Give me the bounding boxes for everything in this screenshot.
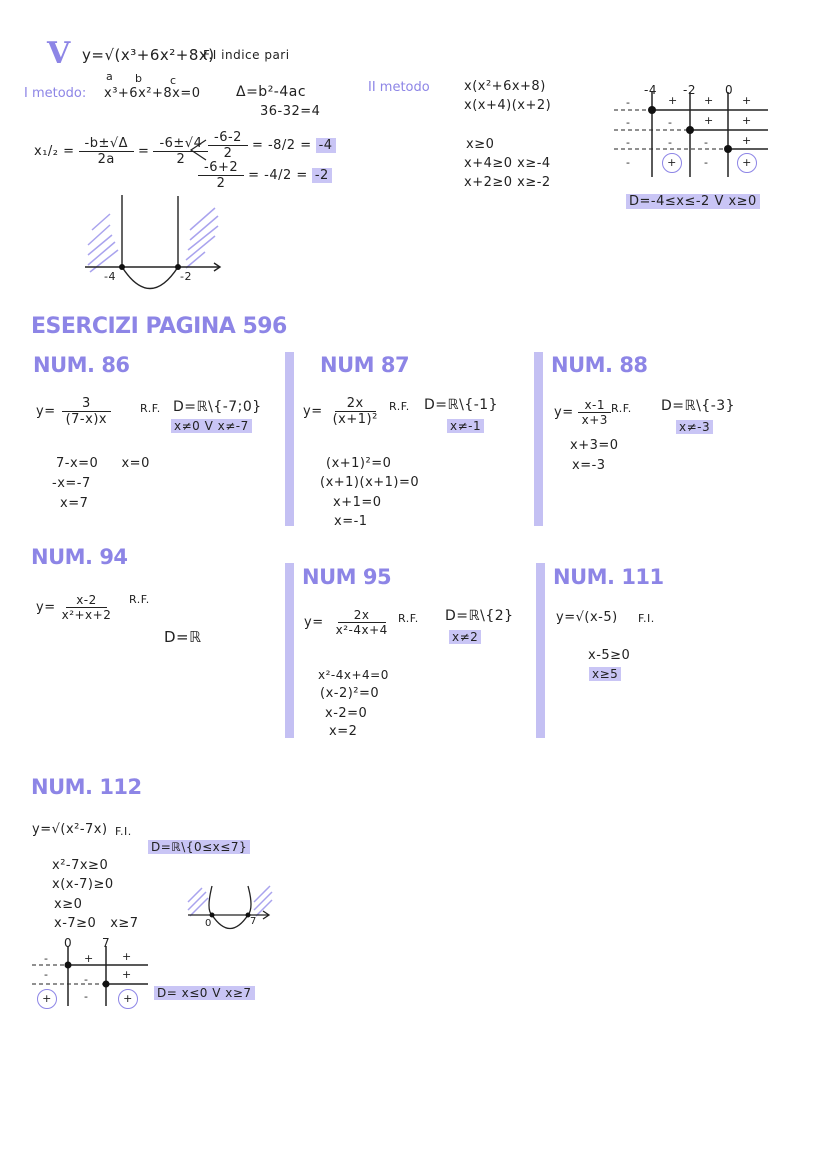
- sign-r2c4: +: [742, 114, 752, 127]
- method2-domain: D=-4≤x≤-2 V x≥0: [626, 194, 760, 209]
- exercise-95-step-1: x²-4x+4=0: [318, 668, 389, 682]
- method2-line-3: x≥0: [466, 137, 495, 152]
- exercise-88-condition: x≠-3: [676, 420, 713, 434]
- exercise-112-graph-label-0: 0: [205, 918, 212, 929]
- s112-r2c2: -: [84, 973, 89, 986]
- exercise-112-type: F.I.: [115, 825, 132, 838]
- method2-label: II metodo: [368, 80, 430, 95]
- exercise-88-function: y= $\frac{x-1}{x+3}$: [554, 398, 612, 427]
- method2-line-5: x+2≥0 x≥-2: [464, 175, 551, 190]
- exercise-86-title: NUM. 86: [33, 353, 130, 377]
- sign-r3c1: -: [626, 136, 631, 149]
- exercise-112-step-3: x≥0: [54, 897, 83, 912]
- exercise-112-parabola: [184, 880, 274, 935]
- sign-r4c3: -: [704, 156, 709, 169]
- exercise-112-domain-box: D=ℝ\{0≤x≤7}: [148, 840, 250, 854]
- method2-line-2: x(x+4)(x+2): [464, 98, 552, 113]
- section-title: ESERCIZI PAGINA 596: [31, 314, 287, 339]
- graph-label-neg4: -4: [104, 270, 116, 283]
- exercise-87-step-1: (x+1)²=0: [326, 456, 392, 471]
- exercise-95-step-3: x-2=0: [325, 706, 368, 721]
- function-expression: y=√(x³+6x²+8x): [82, 46, 215, 64]
- exercise-112-domain: D= x≤0 V x≥7: [154, 986, 255, 1000]
- exercise-112-step-2: x(x-7)≥0: [52, 877, 114, 892]
- exercise-112-title: NUM. 112: [31, 775, 142, 799]
- exercise-95-domain: D=ℝ\{2}: [445, 608, 514, 624]
- exercise-112-graph-label-7: 7: [250, 916, 257, 927]
- exercise-86-condition: x≠0 V x≠-7: [171, 419, 252, 433]
- method2-line-4: x+4≥0 x≥-4: [464, 156, 551, 171]
- exercise-95-condition: x≠2: [449, 630, 481, 644]
- sign-r4c4-circled: +: [737, 153, 757, 173]
- sign-r2c2: -: [668, 116, 673, 129]
- exercise-112-function: y=√(x²-7x): [32, 822, 108, 837]
- exercise-94-title: NUM. 94: [31, 545, 128, 569]
- exercise-112-point-7: 7: [102, 936, 111, 950]
- delta-value: 36-32=4: [260, 104, 321, 119]
- divider-bar: [534, 352, 543, 526]
- exercise-87-type: R.F.: [389, 400, 410, 413]
- exercise-88-step-2: x=-3: [572, 458, 606, 473]
- s112-r1c3: +: [122, 950, 132, 963]
- sign-point-neg2: -2: [683, 83, 696, 97]
- s112-r1c2: +: [84, 952, 94, 965]
- exercise-87-title: NUM 87: [320, 353, 410, 377]
- exercise-95-function: y= $\frac{2x}{\text{x²-4x+4}}$: [304, 608, 388, 637]
- exercise-112-step-4: x-7≥0 x≥7: [54, 916, 139, 931]
- sign-r2c1: -: [626, 116, 631, 129]
- sign-point-0: 0: [725, 83, 734, 97]
- sign-r1c1: -: [626, 96, 631, 109]
- coeff-b: b: [135, 72, 143, 85]
- root1: $\frac{-6-2}{2}$ = -8/2 = -4: [208, 130, 336, 161]
- method2-line-1: x(x²+6x+8): [464, 79, 546, 94]
- sign-r3c4: +: [742, 134, 752, 147]
- root2-value: -2: [312, 168, 332, 183]
- exercise-95-step-4: x=2: [329, 724, 358, 739]
- exercise-95-type: R.F.: [398, 612, 419, 625]
- exercise-88-step-1: x+3=0: [570, 438, 619, 453]
- exercise-86-function: y= $\frac{3}{(7-x)x}$: [36, 396, 111, 427]
- exercise-94-domain: D=ℝ: [164, 628, 202, 646]
- parabola-graph: [80, 190, 230, 295]
- substituted-fraction: $\frac{-6\pm√4}{2}$: [153, 136, 208, 167]
- exercise-111-step-1: x-5≥0: [588, 648, 631, 663]
- root2: $\frac{-6+2}{2}$ = -4/2 = -2: [198, 160, 332, 191]
- sign-r2c3: +: [704, 114, 714, 127]
- exercise-87-step-2: (x+1)(x+1)=0: [320, 475, 420, 490]
- sign-r1c3: +: [704, 94, 714, 107]
- exercise-94-type: R.F.: [129, 593, 150, 606]
- sign-r3c2: -: [668, 136, 673, 149]
- coeff-a: a: [106, 70, 114, 83]
- function-note: F.I indice pari: [203, 48, 290, 62]
- exercise-86-step-2: -x=-7: [52, 476, 91, 491]
- formula-fraction: $\frac{-b\pm√\Delta}{2a}$: [79, 136, 135, 167]
- sign-point-neg4: -4: [644, 83, 657, 97]
- exercise-111-type: F.I.: [638, 612, 655, 625]
- coeff-c: c: [170, 74, 177, 87]
- exercise-88-domain: D=ℝ\{-3}: [661, 398, 736, 414]
- exercise-88-title: NUM. 88: [551, 353, 648, 377]
- exercise-86-type: R.F.: [140, 402, 161, 415]
- sign-r4c1: -: [626, 156, 631, 169]
- method1-equation: x³+6x²+8x=0: [104, 86, 201, 101]
- exercise-88-type: R.F.: [611, 402, 632, 415]
- formula-lhs: x₁/₂ =: [34, 144, 75, 159]
- exercise-95-title: NUM 95: [302, 565, 392, 589]
- divider-bar: [285, 563, 294, 738]
- exercise-87-step-3: x+1=0: [333, 495, 382, 510]
- exercise-86-step-3: x=7: [60, 496, 89, 511]
- exercise-86-domain: D=ℝ\{-7;0}: [173, 399, 262, 415]
- exercise-112-step-1: x²-7x≥0: [52, 858, 109, 873]
- delta-formula: Δ=b²-4ac: [236, 84, 307, 100]
- divider-bar: [536, 563, 545, 738]
- s112-r3c2: -: [84, 990, 89, 1003]
- exercise-111-function: y=√(x-5): [556, 610, 618, 625]
- quadratic-formula: x₁/₂ = $\frac{-b\pm√\Delta}{2a}$ = $\frac{-6\pm√4}{2}$: [34, 136, 208, 167]
- method1-label: I metodo:: [24, 86, 87, 101]
- exercise-86-step-1: 7-x=0 x=0: [56, 456, 150, 471]
- exercise-111-condition: x≥5: [589, 667, 621, 681]
- roman-numeral: V: [47, 36, 70, 71]
- root1-value: -4: [316, 138, 336, 153]
- divider-bar: [285, 352, 294, 526]
- s112-r2c1: -: [44, 968, 49, 981]
- graph-label-neg2: -2: [180, 270, 192, 283]
- s112-r3c1-circled: +: [37, 989, 57, 1009]
- exercise-87-function: y= $\frac{2x}{\text{(x+1)²}}$: [303, 396, 378, 427]
- exercise-95-step-2: (x-2)²=0: [320, 686, 380, 701]
- exercise-112-point-0: 0: [64, 936, 73, 950]
- s112-r2c3: +: [122, 968, 132, 981]
- sign-r4c2-circled: +: [662, 153, 682, 173]
- exercise-87-domain: D=ℝ\{-1}: [424, 397, 499, 413]
- sign-r1c2: +: [668, 94, 678, 107]
- s112-r3c3-circled: +: [118, 989, 138, 1009]
- exercise-87-step-4: x=-1: [334, 514, 368, 529]
- sign-r1c4: +: [742, 94, 752, 107]
- sign-r3c3: -: [704, 136, 709, 149]
- exercise-111-title: NUM. 111: [553, 565, 664, 589]
- s112-r1c1: -: [44, 952, 49, 965]
- exercise-94-function: y= $\frac{x-2}{\text{x²+x+2}}$: [36, 593, 112, 622]
- exercise-87-condition: x≠-1: [447, 419, 484, 433]
